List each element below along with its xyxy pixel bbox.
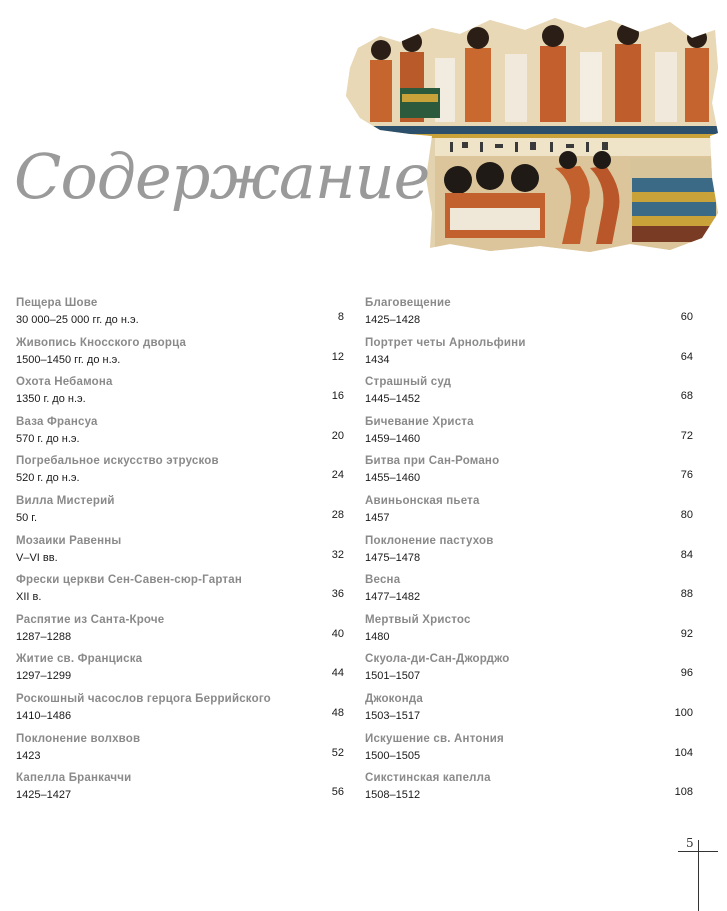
toc-entry (365, 337, 693, 377)
toc-entry-date: 30 000–25 000 гг. до н.э. (16, 314, 139, 326)
toc-entry-date: 1459–1460 (365, 432, 421, 445)
toc-entry-page: 76 (680, 469, 693, 482)
toc-entry-title: Вилла Мистерий (16, 494, 115, 507)
toc-entry-page: 88 (680, 588, 693, 601)
egyptian-fresco-image (340, 8, 720, 256)
toc-entry-title: Скуола-ди-Сан-Джорджо (365, 653, 510, 666)
toc-entry-page: 72 (680, 429, 693, 442)
toc-entry (365, 297, 693, 337)
toc-entry-date: 1480 (365, 630, 390, 643)
toc-entry-page: 52 (331, 746, 344, 759)
toc-entry (16, 495, 344, 535)
toc-entry-page: 104 (674, 746, 693, 759)
toc-entry (365, 614, 693, 654)
toc-entry-title: Благовещение (365, 297, 451, 309)
toc-entry-title: Битва при Сан-Романо (365, 455, 500, 468)
toc-entry-title: Житие св. Франциска (16, 653, 143, 666)
toc-entry-title: Бичевание Христа (365, 415, 474, 428)
toc-entry (16, 416, 344, 456)
toc-entry (365, 574, 693, 614)
toc-entry-date: 570 г. до н.э. (16, 432, 80, 445)
toc-entry-title: Портрет четы Арнольфини (365, 336, 526, 349)
page-number: 5 (686, 836, 694, 850)
toc-entry-date: 1350 г. до н.э. (16, 393, 86, 406)
toc-entry-date: 1477–1482 (365, 591, 421, 604)
toc-entry (365, 653, 693, 693)
toc-entry-page: 100 (674, 706, 693, 719)
toc-entry-title: Поклонение волхвов (16, 732, 141, 745)
toc-entry (365, 693, 693, 733)
toc-entry (16, 693, 344, 733)
toc-entry (16, 297, 344, 337)
toc-entry-title: Капелла Бранкаччи (16, 772, 132, 785)
toc-entry-title: Поклонение пастухов (365, 534, 494, 547)
toc-entry-date: 1287–1288 (16, 630, 72, 643)
toc-entry-title: Распятие из Санта-Кроче (16, 613, 165, 626)
toc-entry (365, 376, 693, 416)
toc-entry-date: 1457 (365, 511, 390, 524)
toc-entry-page: 40 (331, 627, 344, 640)
page-title: Содержание (14, 140, 430, 213)
toc-entry-page: 48 (331, 706, 344, 719)
toc-entry-page: 8 (337, 311, 344, 323)
toc-entry-page: 28 (331, 508, 344, 521)
toc-entry-page: 96 (680, 667, 693, 680)
toc-entry-date: 1500–1505 (365, 749, 421, 762)
toc-entry-page: 44 (331, 667, 344, 680)
toc-entry-page: 56 (331, 786, 344, 799)
toc-entry-page: 32 (331, 548, 344, 561)
toc-entry-date: 1455–1460 (365, 472, 421, 485)
toc-entry-date: 1508–1512 (365, 789, 421, 802)
toc-entry (365, 772, 693, 812)
toc-entry-page: 60 (680, 311, 693, 323)
toc-entry-page: 20 (331, 429, 344, 442)
toc-entry (365, 535, 693, 575)
toc-entry-date: 520 г. до н.э. (16, 472, 80, 485)
toc-entry-title: Роскошный часослов герцога Беррийского (16, 692, 271, 705)
toc-entry-date: 50 г. (16, 511, 38, 524)
toc-entry-title: Мозаики Равенны (16, 534, 122, 547)
toc-entry-title: Фрески церкви Сен-Савен-сюр-Гартан (16, 574, 242, 587)
toc-entry (16, 653, 344, 693)
toc-entry-page: 80 (680, 508, 693, 521)
toc-entry-page: 12 (331, 350, 344, 363)
toc-entry-date: V–VI вв. (16, 551, 58, 564)
toc-entry (365, 733, 693, 773)
toc-entry-date: 1501–1507 (365, 670, 421, 683)
toc-entry-title: Авиньонская пьета (365, 494, 480, 507)
toc-entry-page: 36 (331, 588, 344, 601)
toc-entry-page: 64 (680, 350, 693, 363)
toc-column-right (365, 297, 693, 812)
toc-entry-date: 1500–1450 гг. до н.э. (16, 353, 121, 366)
toc-entry-title: Страшный суд (365, 376, 452, 389)
toc-entry-title: Искушение св. Антония (365, 732, 504, 745)
toc-entry-date: 1410–1486 (16, 709, 72, 722)
toc-entry-title: Пещера Шове (16, 297, 98, 309)
toc-entry (16, 733, 344, 773)
toc-entry (16, 376, 344, 416)
toc-entry-title: Сикстинская капелла (365, 772, 491, 785)
toc-entry-title: Мертвый Христос (365, 613, 471, 626)
toc-entry (16, 574, 344, 614)
toc-entry (365, 495, 693, 535)
toc-entry (16, 614, 344, 654)
toc-entry (365, 455, 693, 495)
toc-entry-date: XII в. (16, 591, 42, 604)
toc-entry-date: 1445–1452 (365, 393, 421, 406)
toc-entry-date: 1423 (16, 749, 41, 762)
toc-entry-date: 1297–1299 (16, 670, 72, 683)
toc-entry (16, 337, 344, 377)
toc-entry-title: Весна (365, 574, 401, 587)
toc-entry (16, 772, 344, 812)
toc-entry-page: 68 (680, 390, 693, 403)
toc-entry-page: 16 (331, 390, 344, 403)
toc-entry-page: 108 (674, 786, 693, 799)
toc-entry-page: 92 (680, 627, 693, 640)
crop-mark-vertical (698, 840, 699, 911)
toc-column-left (16, 297, 344, 812)
toc-entry (16, 455, 344, 495)
toc-entry-date: 1425–1427 (16, 789, 72, 802)
toc-entry (365, 416, 693, 456)
toc-entry-title: Погребальное искусство этрусков (16, 455, 219, 468)
toc-entry-title: Джоконда (365, 692, 423, 705)
toc-entry-date: 1425–1428 (365, 314, 421, 326)
toc-entry-date: 1434 (365, 353, 390, 366)
toc-entry-page: 84 (680, 548, 693, 561)
toc-entry-date: 1475–1478 (365, 551, 421, 564)
toc-entry-title: Ваза Франсуа (16, 415, 98, 428)
toc-entry (16, 535, 344, 575)
toc-entry-title: Живопись Кносского дворца (16, 336, 187, 349)
toc-entry-title: Охота Небамона (16, 376, 113, 389)
toc-entry-page: 24 (331, 469, 344, 482)
toc-entry-date: 1503–1517 (365, 709, 421, 722)
